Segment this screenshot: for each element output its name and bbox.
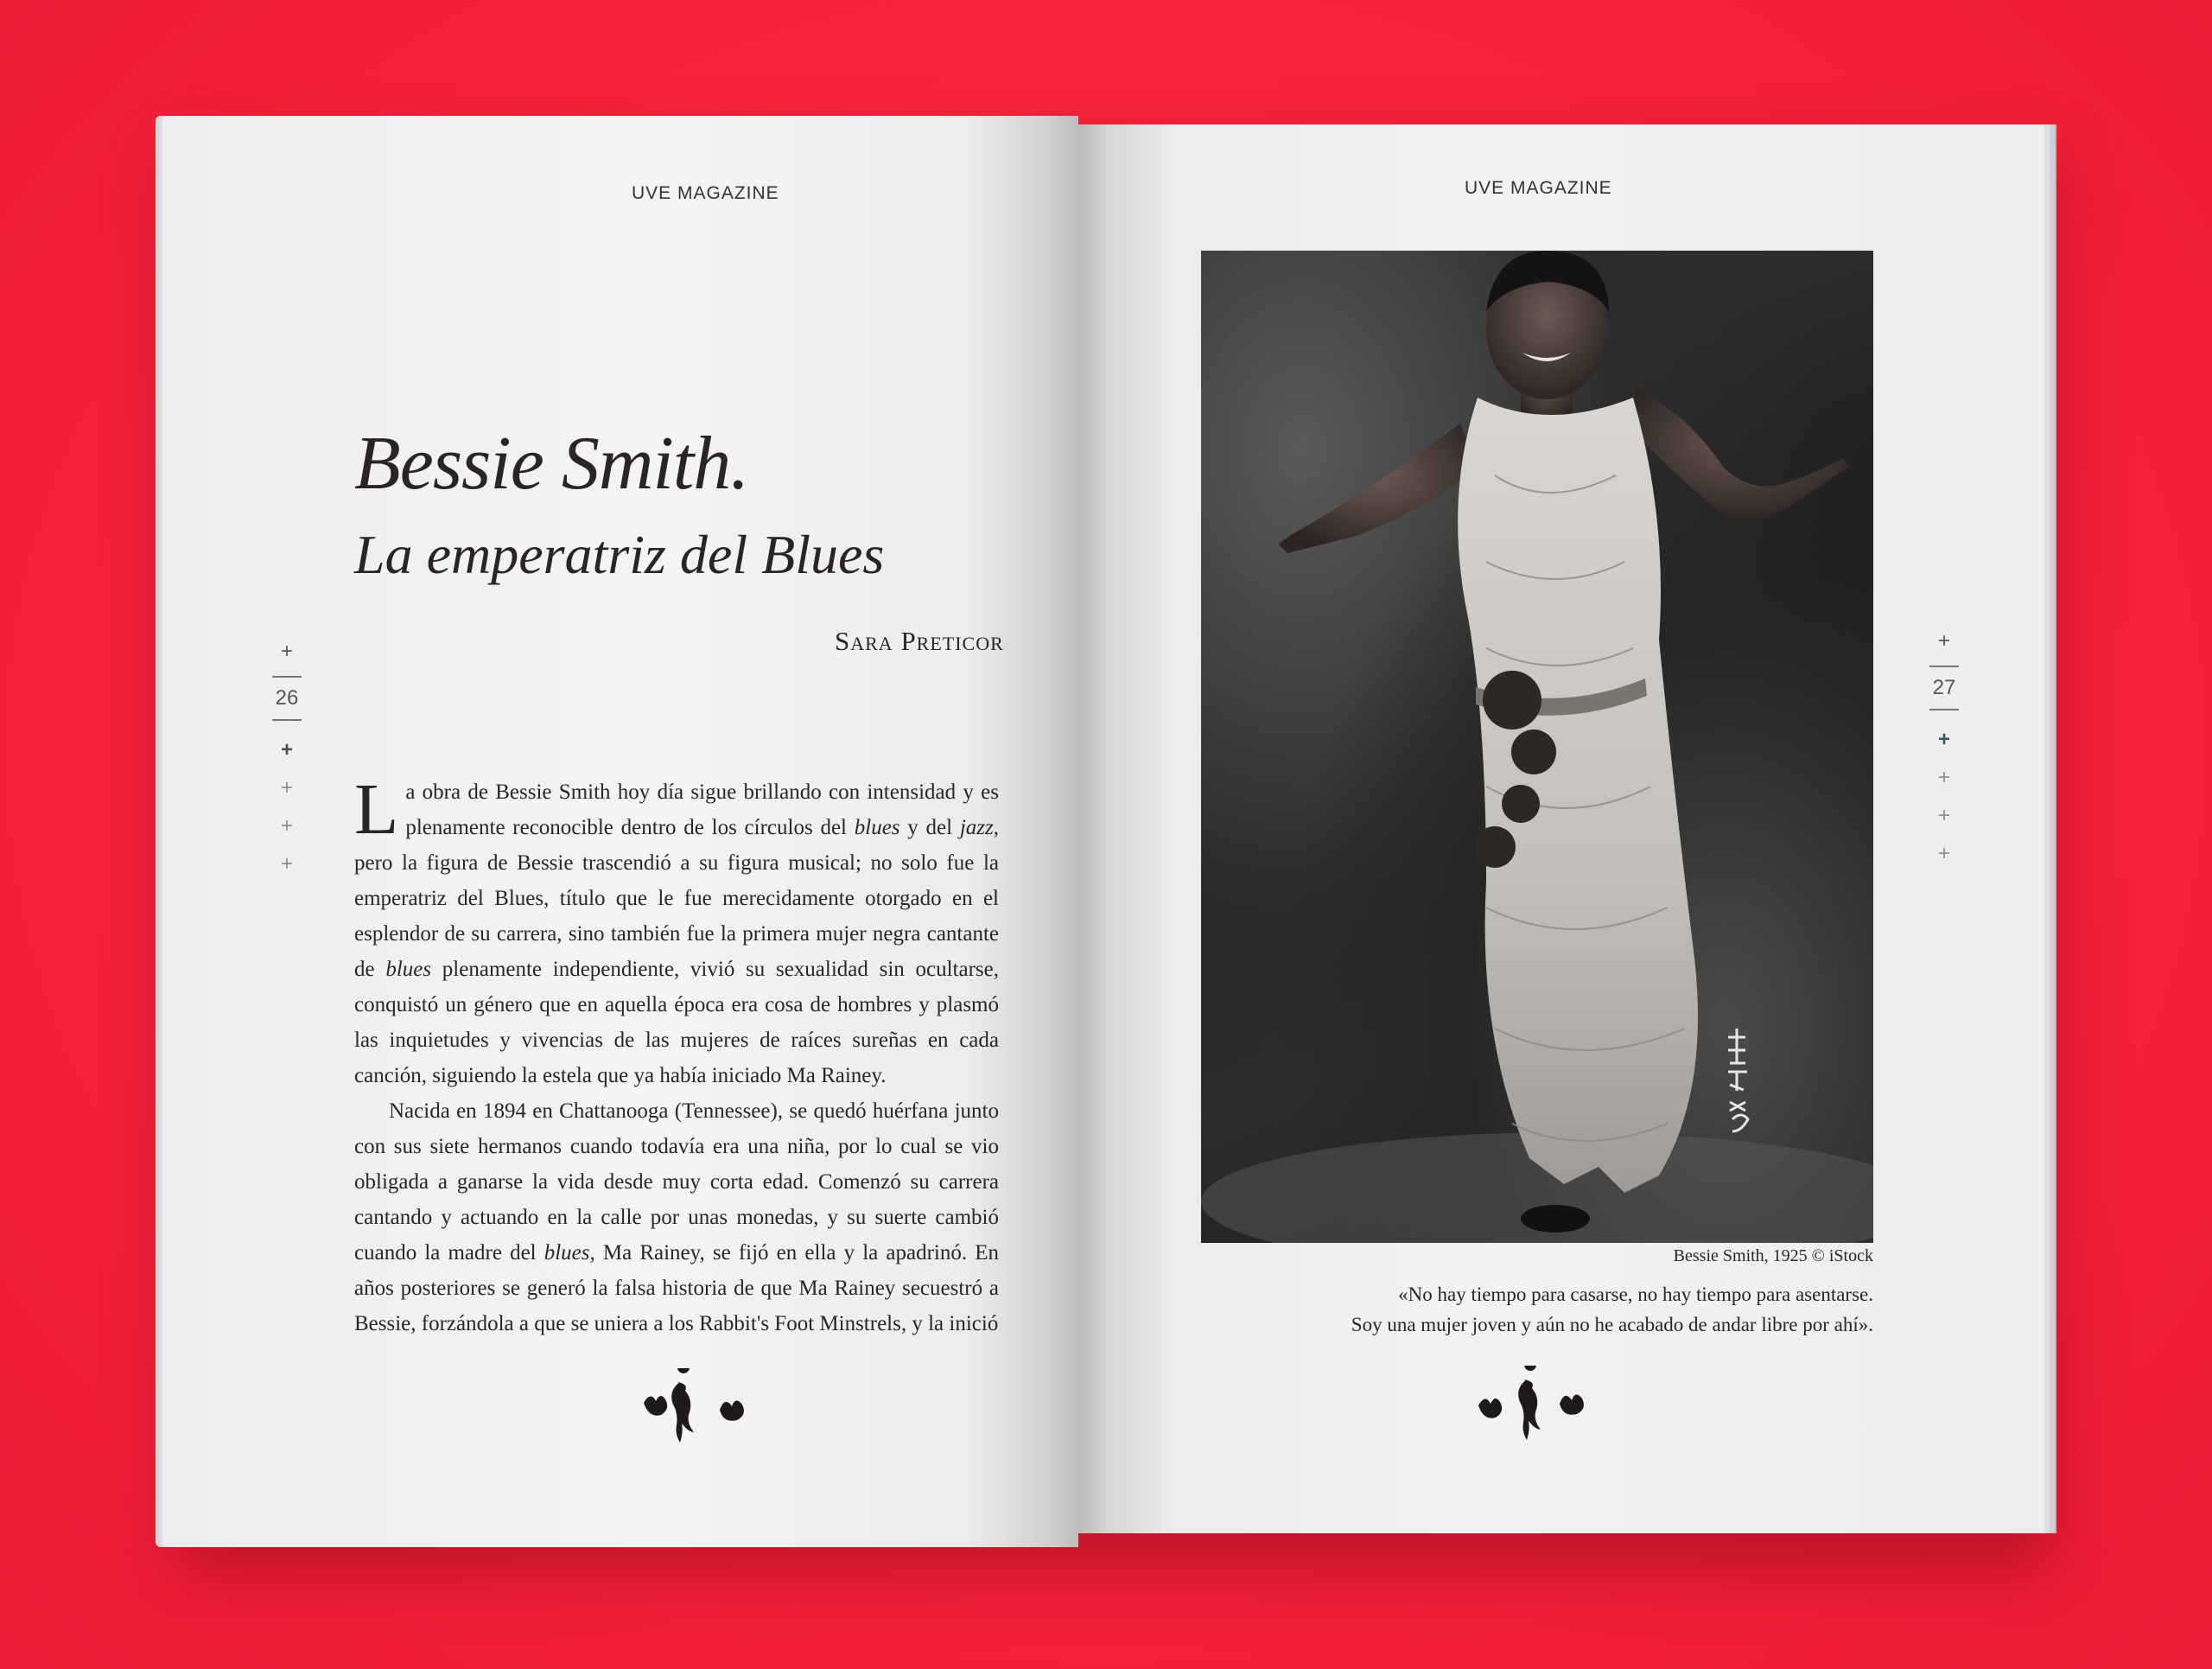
nav-plus-item[interactable]: + bbox=[1937, 842, 1950, 865]
article-body bbox=[354, 769, 999, 1341]
text-run: a obra de Bessie Smith hoy día sigue brillando con intensidad y es plenamente reconocible dentro de los círculos del bbox=[405, 780, 999, 839]
article-title: Bessie Smith. bbox=[354, 422, 749, 506]
article-subtitle: La emperatriz del Blues bbox=[354, 524, 885, 585]
photo-credit: Bessie Smith, 1925 © iStock bbox=[1673, 1246, 1873, 1265]
right-page-nav bbox=[1927, 622, 1961, 873]
page-number: 27 bbox=[1929, 666, 1959, 710]
pull-quote bbox=[1201, 1279, 1873, 1340]
nav-plus-top[interactable]: + bbox=[1937, 629, 1950, 653]
paragraph-1 bbox=[354, 769, 999, 1093]
running-head-right: UVE MAGAZINE bbox=[1465, 178, 1612, 198]
paragraph-2 bbox=[354, 1093, 999, 1341]
nav-plus-item[interactable]: + bbox=[1937, 728, 1950, 751]
italic-run: jazz bbox=[959, 816, 994, 839]
page-number: 26 bbox=[272, 676, 302, 721]
article-author: Sara Preticor bbox=[835, 626, 1004, 656]
nav-plus-item[interactable]: + bbox=[280, 776, 293, 799]
running-head-left: UVE MAGAZINE bbox=[632, 183, 779, 203]
text-run: , Ma Rainey, se fijó en ella y la apadrinó. En años posteriores se generó la falsa historia de que Ma Rainey secuestró a Bessie, forzándola a que se uniera a los Rabbit's Foot Minstrels, y la inició bbox=[354, 1241, 999, 1335]
text-run: y del bbox=[899, 816, 960, 839]
italic-run: blues bbox=[854, 816, 900, 839]
nav-plus-item[interactable]: + bbox=[1937, 766, 1950, 789]
quote-line-2: Soy una mujer joven y aún no he acabado de andar libre por ahí». bbox=[1351, 1314, 1873, 1335]
nav-plus-item[interactable]: + bbox=[280, 738, 293, 761]
bessie-smith-photo bbox=[1201, 251, 1873, 1243]
left-page-nav bbox=[270, 633, 304, 883]
drop-cap: L bbox=[354, 769, 399, 850]
italic-run: blues bbox=[543, 1241, 590, 1264]
portrait-illustration bbox=[1201, 251, 1873, 1243]
dancer-ornament-icon bbox=[635, 1368, 756, 1446]
nav-plus-item[interactable]: + bbox=[280, 814, 293, 838]
text-run: , pero la figura de Bessie trascendió a su figura musical; no solo fue la emperatriz del Blues, título que le fue merecidamente otorgado en el esplendor de su carrera, sino también fue la primera mujer negra cantante de bbox=[354, 816, 999, 981]
nav-plus-top[interactable]: + bbox=[280, 640, 293, 663]
text-run: plenamente independiente, vivió su sexualidad sin ocultarse, conquistó un género que en aquella época era cosa de hombres y plasmó las inquietudes y vivencias de las mujeres de raíces sureñas en cada canción, siguiendo la estela que ya había iniciado Ma Rainey. bbox=[354, 958, 999, 1087]
nav-plus-item[interactable]: + bbox=[1937, 804, 1950, 827]
italic-run: blues bbox=[385, 958, 432, 981]
nav-plus-item[interactable]: + bbox=[280, 852, 293, 876]
quote-line-1: «No hay tiempo para casarse, no hay tiempo para asentarse. bbox=[1398, 1284, 1873, 1305]
text-run: Nacida en 1894 en Chattanooga (Tennessee), se quedó huérfana junto con sus siete hermanos cuando todavía era una niña, por lo cual se vio obligada a ganarse la vida desde muy corta edad. Comenzó su carrera cantando y actuando en la calle por unas monedas, y su suerte cambió cuando la madre del bbox=[354, 1099, 999, 1264]
dancer-ornament-icon bbox=[1473, 1366, 1594, 1443]
